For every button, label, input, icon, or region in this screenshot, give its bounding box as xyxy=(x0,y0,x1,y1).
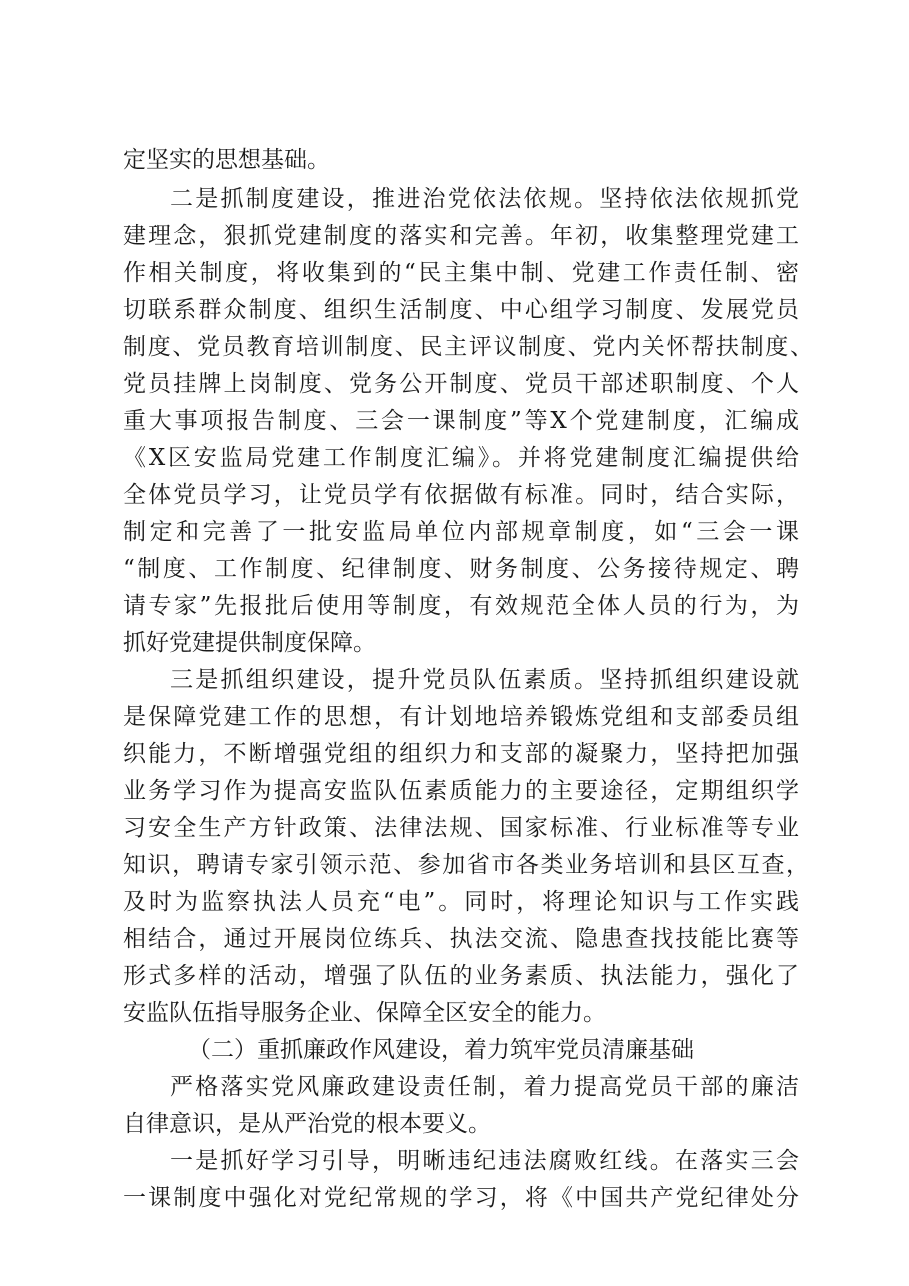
text-line: 制度、党员教育培训制度、民主评议制度、党内关怀帮扶制度、 xyxy=(123,334,813,360)
text-line: 业务学习作为提高安监队伍素质能力的主要途径，定期组织学 xyxy=(123,778,799,804)
text-line: 制定和完善了一批安监局单位内部规章制度，如“三会一课 xyxy=(123,519,799,545)
text-line: 安监队伍指导服务企业、保障全区安全的能力。 xyxy=(123,1000,606,1026)
text-line: 抓好党建提供制度保障。 xyxy=(123,630,376,656)
paragraph-start-line: 三是抓组织建设，提升党员队伍素质。坚持抓组织建设就 xyxy=(170,667,799,693)
text-line: 是保障党建工作的思想，有计划地培养锻炼党组和支部委员组 xyxy=(123,704,799,730)
text-line: 重大事项报告制度、三会一课制度”等X个党建制度，汇编成 xyxy=(123,408,799,434)
text-line: 习安全生产方针政策、法律法规、国家标准、行业标准等专业 xyxy=(123,815,799,841)
text-line: 切联系群众制度、组织生活制度、中心组学习制度、发展党员 xyxy=(123,297,799,323)
text-line: 全体党员学习，让党员学有依据做有标准。同时，结合实际， xyxy=(123,482,799,508)
text-line: 《X区安监局党建工作制度汇编》。并将党建制度汇编提供给 xyxy=(123,445,799,471)
text-line: 建理念，狠抓党建制度的落实和完善。年初，收集整理党建工 xyxy=(123,223,799,249)
text-line: 党员挂牌上岗制度、党务公开制度、党员干部述职制度、个人 xyxy=(123,371,799,397)
paragraph-start-line: 严格落实党风廉政建设责任制，着力提高党员干部的廉洁 xyxy=(170,1074,799,1100)
text-line: 一课制度中强化对党纪常规的学习，将《中国共产党纪律处分 xyxy=(123,1185,799,1211)
text-line: “制度、工作制度、纪律制度、财务制度、公务接待规定、聘 xyxy=(123,556,799,582)
text-line: 织能力，不断增强党组的组织力和支部的凝聚力，坚持把加强 xyxy=(123,741,799,767)
text-line: 知识，聘请专家引领示范、参加省市各类业务培训和县区互查， xyxy=(123,852,809,878)
text-line: 相结合，通过开展岗位练兵、执法交流、隐患查找技能比赛等 xyxy=(123,926,799,952)
text-line: 请专家”先报批后使用等制度，有效规范全体人员的行为，为 xyxy=(123,593,799,619)
text-line: 形式多样的活动，增强了队伍的业务素质、执法能力，强化了 xyxy=(123,963,799,989)
paragraph-start-line: 二是抓制度建设，推进治党依法依规。坚持依法依规抓党 xyxy=(170,186,799,212)
text-line: 及时为监察执法人员充“电”。同时，将理论知识与工作实践 xyxy=(123,889,799,915)
paragraph-start-line: 一是抓好学习引导，明晰违纪违法腐败红线。在落实三会 xyxy=(170,1148,799,1174)
text-line: 自律意识，是从严治党的根本要义。 xyxy=(123,1111,491,1137)
text-line: 定坚实的思想基础。 xyxy=(123,147,330,173)
text-line: 作相关制度，将收集到的“民主集中制、党建工作责任制、密 xyxy=(123,260,799,286)
section-heading: （二）重抓廉政作风建设，着力筑牢党员清廉基础 xyxy=(188,1037,694,1063)
